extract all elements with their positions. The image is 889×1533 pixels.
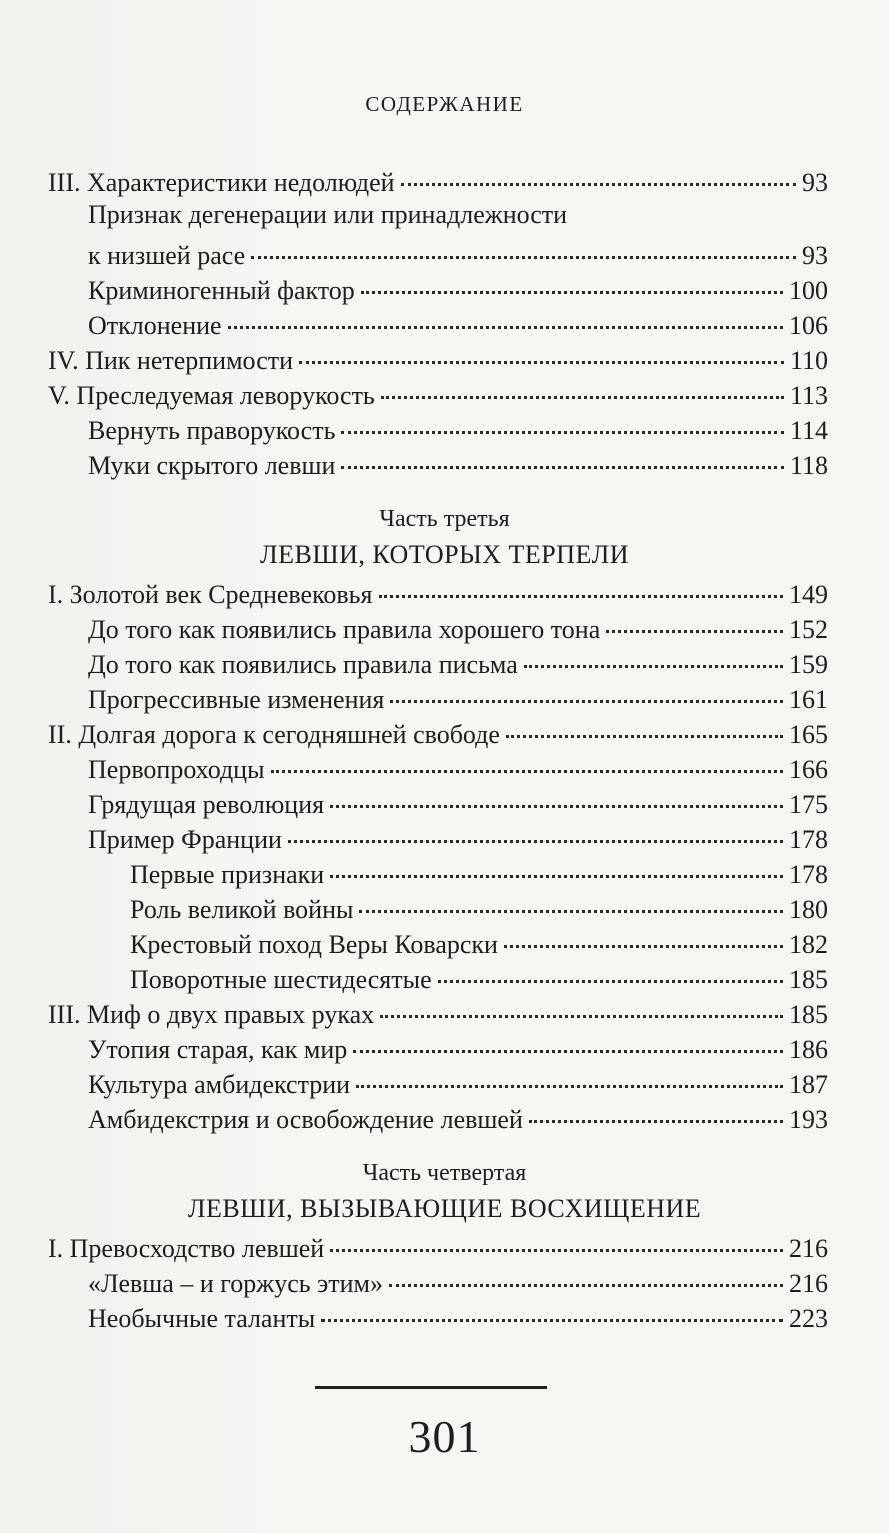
dot-leader	[438, 954, 783, 983]
part-label: Часть третья	[379, 506, 510, 532]
toc-entry-page: 182	[789, 930, 828, 959]
toc-entry-title: V. Преследуемая леворукость	[48, 381, 375, 410]
toc-entry-page: 100	[789, 276, 828, 305]
dot-leader	[380, 989, 783, 1018]
dot-leader	[330, 779, 783, 808]
toc-entry	[48, 445, 828, 480]
toc-entry-title: Признак дегенерации или принадлежности	[88, 200, 568, 229]
toc-entry-page: 166	[789, 755, 828, 784]
toc-entry-page: 165	[789, 720, 828, 749]
toc-entry-page: 159	[789, 650, 828, 679]
dot-leader	[299, 335, 784, 364]
toc-entry-page: 106	[789, 311, 828, 340]
toc-entry-title: Прогрессивные изменения	[88, 685, 385, 714]
toc-entry-title: «Левша – и горжусь этим»	[88, 1269, 384, 1298]
toc-entry-title: к низшей расе	[88, 241, 246, 270]
toc-entry-page: 216	[789, 1269, 828, 1298]
toc-entry-page: 178	[789, 860, 828, 889]
toc-entry-page: 185	[789, 1000, 828, 1029]
toc-entry-title: Отклонение	[88, 311, 222, 340]
running-head: СОДЕРЖАНИЕ	[365, 92, 524, 116]
toc-entry-title: Криминогенный фактор	[88, 276, 355, 305]
toc-entry-page: 93	[802, 168, 828, 197]
part-title: ЛЕВШИ, ВЫЗЫВАЮЩИЕ ВОСХИЩЕНИЕ	[187, 1194, 702, 1223]
toc-entry-title: Крестовый поход Веры Коварски	[130, 930, 498, 959]
toc-entry-title: III. Миф о двух правых руках	[48, 1000, 375, 1029]
toc-entry-title: Утопия старая, как мир	[88, 1035, 348, 1064]
part-title: ЛЕВШИ, КОТОРЫХ ТЕРПЕЛИ	[259, 540, 629, 569]
toc-entry-title: Поворотные шестидесятые	[130, 965, 432, 994]
toc-entry-page: 175	[789, 790, 828, 819]
toc-entry-title: Вернуть праворукость	[88, 416, 336, 445]
toc-entry-title: Амбидекстрия и освобождение левшей	[88, 1105, 523, 1134]
toc-entry-page: 161	[789, 685, 828, 714]
toc-entry	[48, 1099, 828, 1134]
dot-leader	[353, 1024, 783, 1053]
toc-entry-page: 187	[789, 1070, 828, 1099]
toc-entry-title: Первопроходцы	[88, 755, 265, 784]
toc-entry-page: 110	[789, 346, 828, 375]
dot-leader	[524, 639, 783, 668]
toc-entry-title: I. Золотой век Средневековья	[48, 580, 373, 609]
toc-entry-page: 223	[789, 1304, 828, 1333]
toc-section-part4	[48, 1228, 828, 1333]
dot-leader	[390, 674, 783, 703]
toc-entry-page: 152	[789, 615, 828, 644]
toc-entry-title: До того как появились правила письма	[88, 650, 518, 679]
toc-entry-page: 93	[802, 241, 828, 270]
dot-leader	[228, 300, 783, 329]
toc-entry-title: Культура амбидекстрии	[88, 1070, 351, 1099]
toc-entry-title: Первые признаки	[130, 860, 325, 889]
dot-leader	[359, 884, 783, 913]
page-number: 301	[408, 1411, 481, 1462]
toc-entry-page: 114	[789, 416, 828, 445]
dot-leader	[361, 265, 783, 294]
dot-leader	[330, 1223, 783, 1252]
toc-entry-title: До того как появились правила хорошего тона	[88, 615, 601, 644]
dot-leader	[401, 157, 796, 186]
toc-entry-title: Муки скрытого левши	[88, 451, 336, 480]
toc-entry-title: II. Долгая дорога к сегодняшней свободе	[48, 720, 500, 749]
dot-leader	[506, 709, 783, 738]
dot-leader	[321, 1293, 783, 1322]
toc-entry-page: 186	[789, 1035, 828, 1064]
dot-leader	[606, 604, 783, 633]
toc-entry-page: 113	[789, 381, 828, 410]
dot-leader	[389, 1258, 783, 1287]
toc-entry-page: 178	[789, 825, 828, 854]
table-of-contents	[48, 162, 828, 1333]
toc-section-part3	[48, 574, 828, 1134]
dot-leader	[341, 405, 784, 434]
toc-entry	[48, 1298, 828, 1333]
toc-entry-title: III. Характеристики недолюдей	[48, 168, 395, 197]
dot-leader	[288, 814, 783, 843]
dot-leader	[504, 919, 783, 948]
toc-entry-page: 193	[789, 1105, 828, 1134]
toc-entry-title: IV. Пик нетерпимости	[48, 346, 294, 375]
toc-entry-page: 216	[789, 1234, 828, 1263]
toc-section-top	[48, 162, 828, 480]
toc-entry-title: I. Превосходство левшей	[48, 1234, 325, 1263]
toc-entry-page: 185	[789, 965, 828, 994]
dot-leader	[341, 440, 784, 469]
dot-leader	[529, 1094, 783, 1123]
dot-leader	[330, 849, 783, 878]
toc-entry-page: 118	[789, 451, 828, 480]
toc-entry	[48, 162, 828, 197]
toc-entry-page: 149	[789, 580, 828, 609]
toc-entry-title: Необычные таланты	[88, 1304, 316, 1333]
dot-leader	[379, 569, 784, 598]
toc-entry-title: Пример Франции	[88, 825, 282, 854]
dot-leader	[381, 370, 784, 399]
dot-leader	[251, 230, 796, 259]
part-label: Часть четвертая	[362, 1160, 527, 1186]
toc-entry-title: Грядущая революция	[88, 790, 325, 819]
dot-leader	[356, 1059, 783, 1088]
dot-leader	[271, 744, 783, 773]
toc-entry-title: Роль великой войны	[130, 895, 354, 924]
folio-rule	[315, 1386, 547, 1389]
toc-entry-page: 180	[789, 895, 828, 924]
